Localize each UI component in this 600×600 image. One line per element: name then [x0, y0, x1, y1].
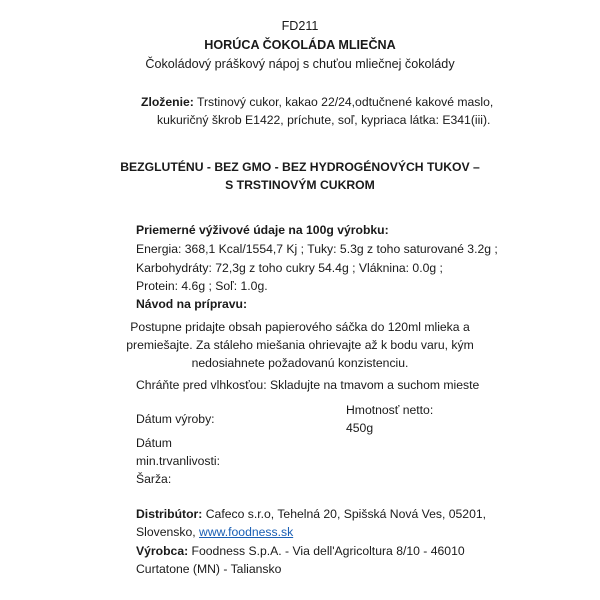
- manufacturer-line-1: [136, 542, 465, 561]
- nutrition-line-2: Karbohydráty: 72,3g z toho cukry 54.4g ; Vláknina: 0.0g ;: [136, 261, 443, 275]
- composition-text-1: Trstinový cukor, kakao 22/24,odtučnené kakové maslo,: [193, 95, 494, 109]
- net-weight-value: 450g: [346, 421, 374, 435]
- distributor-text-1: Cafeco s.r.o, Tehelná 20, Spišská Nová Ves, 05201,: [202, 507, 487, 521]
- net-weight-label: Hmotnosť netto:: [346, 403, 434, 417]
- nutrition-line-3: Protein: 4.6g ; Soľ: 1.0g.: [136, 279, 268, 293]
- preparation-line-1: Postupne pridajte obsah papierového sáčka do 120ml mlieka a: [130, 320, 470, 334]
- batch-label: Šarža:: [136, 472, 172, 486]
- composition-label: Zloženie:: [141, 95, 194, 109]
- production-date-label: Dátum výroby:: [136, 412, 215, 426]
- distributor-text-2: Slovensko,: [136, 525, 200, 539]
- storage-text: Chráňte pred vlhkosťou: Skladujte na tmavom a suchom mieste: [136, 378, 480, 392]
- composition-line-2: kukuričný škrob E1422, príchute, soľ, kypriaca látka: E341(iii).: [157, 113, 491, 127]
- distributor-line-2: [136, 523, 293, 542]
- product-title: HORÚCA ČOKOLÁDA MLIEČNA: [204, 38, 396, 52]
- website-link[interactable]: www.foodness.sk: [199, 525, 294, 539]
- manufacturer-label: Výrobca:: [136, 544, 189, 558]
- preparation-heading: Návod na prípravu:: [136, 297, 248, 311]
- preparation-line-2: premiešajte. Za stáleho miešania ohrievajte až k bodu varu, kým: [126, 338, 474, 352]
- composition-line-1: [141, 93, 493, 112]
- manufacturer-line-2: Curtatone (MN) - Taliansko: [136, 562, 282, 576]
- nutrition-line-1: Energia: 368,1 Kcal/1554,7 Kj ; Tuky: 5.3g z toho saturované 3.2g ;: [136, 242, 498, 256]
- distributor-line-1: [136, 505, 486, 524]
- expiry-label-1: Dátum: [136, 436, 172, 450]
- preparation-line-3: nedosiahnete požadovanú konzistenciu.: [191, 356, 409, 370]
- claims-line-2: S TRSTINOVÝM CUKROM: [225, 178, 375, 192]
- nutrition-heading: Priemerné výživové údaje na 100g výrobku:: [136, 223, 389, 237]
- expiry-label-2: min.trvanlivosti:: [136, 454, 220, 468]
- distributor-label: Distribútor:: [136, 507, 203, 521]
- product-code: FD211: [281, 19, 319, 33]
- manufacturer-text-1: Foodness S.p.A. - Via dell'Agricoltura 8/10 - 46010: [188, 544, 465, 558]
- product-subtitle: Čokoládový práškový nápoj s chuťou mliečnej čokolády: [145, 57, 455, 71]
- claims-line-1: BEZGLUTÉNU - BEZ GMO - BEZ HYDROGÉNOVÝCH TUKOV –: [120, 160, 480, 174]
